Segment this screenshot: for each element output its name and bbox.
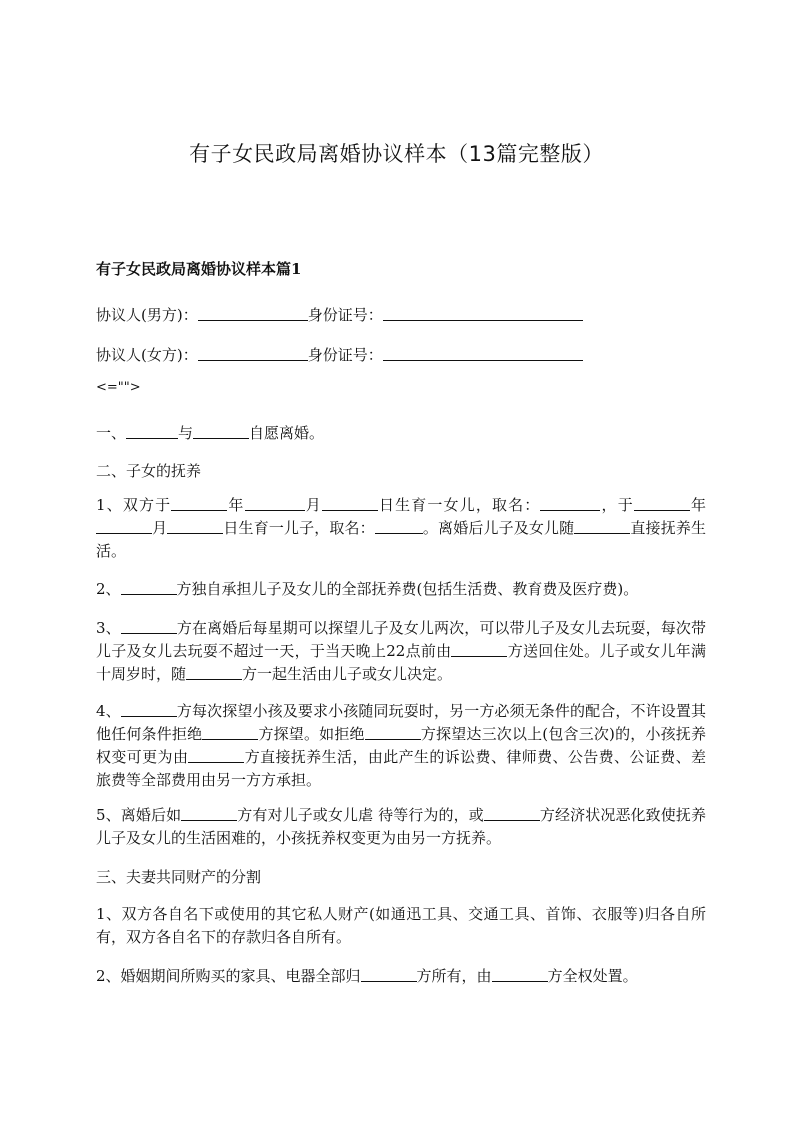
blank bbox=[167, 519, 223, 534]
party-male-line bbox=[96, 304, 583, 325]
blank bbox=[202, 725, 258, 740]
blank bbox=[188, 748, 244, 763]
text: 5、离婚后如 bbox=[96, 806, 182, 824]
clause-text: 与 bbox=[178, 424, 194, 442]
party-male-label: 协议人(男方)： bbox=[96, 306, 198, 324]
blank bbox=[375, 519, 423, 534]
blank bbox=[451, 642, 507, 657]
male-name-blank bbox=[198, 306, 308, 321]
text: 方全权处置。 bbox=[547, 967, 638, 985]
text: 方独自承担儿子及女儿的全部抚养费(包括生活费、教育费及医疗费)。 bbox=[176, 580, 639, 598]
text: 4、 bbox=[96, 702, 121, 720]
blank bbox=[634, 496, 690, 511]
text: 方经济状况恶化致使抚养儿子及女儿的生活困难的，小孩抚养权变更为由另一方抚养。 bbox=[96, 806, 706, 847]
blank bbox=[245, 496, 305, 511]
blank bbox=[361, 967, 417, 982]
blank bbox=[492, 967, 548, 982]
property-paragraph-1: 1、双方各自名下或使用的其它私人财产(如通迅工具、交通工具、首饰、衣服等)归各自所有，双方各自名下的存款归各自所有。 bbox=[96, 905, 706, 946]
blank bbox=[574, 519, 630, 534]
blank bbox=[121, 619, 177, 634]
text: 2、 bbox=[96, 580, 121, 598]
text: 方送回住处。儿子或女儿年满十周岁时，随 bbox=[96, 642, 706, 683]
blank bbox=[322, 496, 378, 511]
text: 年 bbox=[689, 496, 706, 514]
blank bbox=[126, 424, 178, 439]
blank bbox=[540, 496, 600, 511]
text: 方探望。如拒绝 bbox=[258, 725, 365, 743]
blank bbox=[96, 519, 152, 534]
id-label: 身份证号： bbox=[307, 346, 383, 364]
clause-divorce bbox=[96, 422, 324, 443]
paragraph-3 bbox=[96, 617, 706, 686]
paragraph-4 bbox=[96, 700, 706, 792]
text: 。离婚后儿子及女儿随 bbox=[422, 519, 575, 537]
clause-text: 自愿离婚。 bbox=[249, 424, 325, 442]
female-name-blank bbox=[198, 346, 308, 361]
blank bbox=[171, 496, 227, 511]
text: 直接抚养生活。 bbox=[96, 519, 706, 560]
male-id-blank bbox=[383, 306, 583, 321]
id-label: 身份证号： bbox=[307, 306, 383, 324]
text: 方探望达三次以上(包含三次)的，小孩抚养权变可更为由 bbox=[96, 725, 706, 766]
blank bbox=[181, 806, 237, 821]
text: 1、双方于 bbox=[96, 496, 172, 514]
party-female-line bbox=[96, 344, 583, 365]
section-heading: 有子女民政局离婚协议样本篇1 bbox=[96, 260, 302, 278]
property-paragraph-2 bbox=[96, 965, 706, 988]
text: 方有对儿子或女儿虐 待等行为的，或 bbox=[237, 806, 484, 824]
text: 方直接抚养生活，由此产生的诉讼费、律师费、公告费、公证费、差旅费等全部费用由另一方方承担。 bbox=[96, 748, 706, 789]
stray-markup: <=""> bbox=[96, 380, 141, 395]
blank bbox=[121, 580, 177, 595]
clause-number: 一、 bbox=[96, 424, 127, 442]
text: 方在离婚后每星期可以探望儿子及女儿两次，可以带儿子及女儿去玩耍，每次带儿子及女儿去玩耍不超过一天，于当天晚上22点前由 bbox=[96, 619, 706, 660]
heading-property: 三、夫妻共同财产的分割 bbox=[96, 868, 262, 886]
text: 月 bbox=[152, 519, 168, 537]
blank bbox=[484, 806, 540, 821]
text: 月 bbox=[304, 496, 322, 514]
text: 2、婚姻期间所购买的家具、电器全部归 bbox=[96, 967, 361, 985]
blank bbox=[193, 424, 249, 439]
paragraph-2 bbox=[96, 578, 706, 601]
party-female-label: 协议人(女方)： bbox=[96, 346, 198, 364]
text: 方一起生活由儿子或女儿决定。 bbox=[242, 665, 453, 683]
text: 方所有，由 bbox=[416, 967, 492, 985]
text: 日生育一儿子，取名： bbox=[223, 519, 375, 537]
blank bbox=[186, 665, 242, 680]
blank bbox=[121, 702, 177, 717]
text: 方每次探望小孩及要求小孩随同玩耍时，另一方必须无条件的配合，不许设置其他任何条件拒绝 bbox=[96, 702, 706, 743]
heading-children: 二、子女的抚养 bbox=[96, 462, 202, 480]
document-title: 有子女民政局离婚协议样本（13篇完整版） bbox=[189, 142, 604, 166]
female-id-blank bbox=[383, 346, 583, 361]
paragraph-5 bbox=[96, 804, 706, 850]
blank bbox=[365, 725, 421, 740]
text: 年 bbox=[227, 496, 245, 514]
text: ，于 bbox=[600, 496, 634, 514]
text: 3、 bbox=[96, 619, 121, 637]
text: 日生育一女儿，取名： bbox=[377, 496, 541, 514]
paragraph-1 bbox=[96, 494, 706, 563]
